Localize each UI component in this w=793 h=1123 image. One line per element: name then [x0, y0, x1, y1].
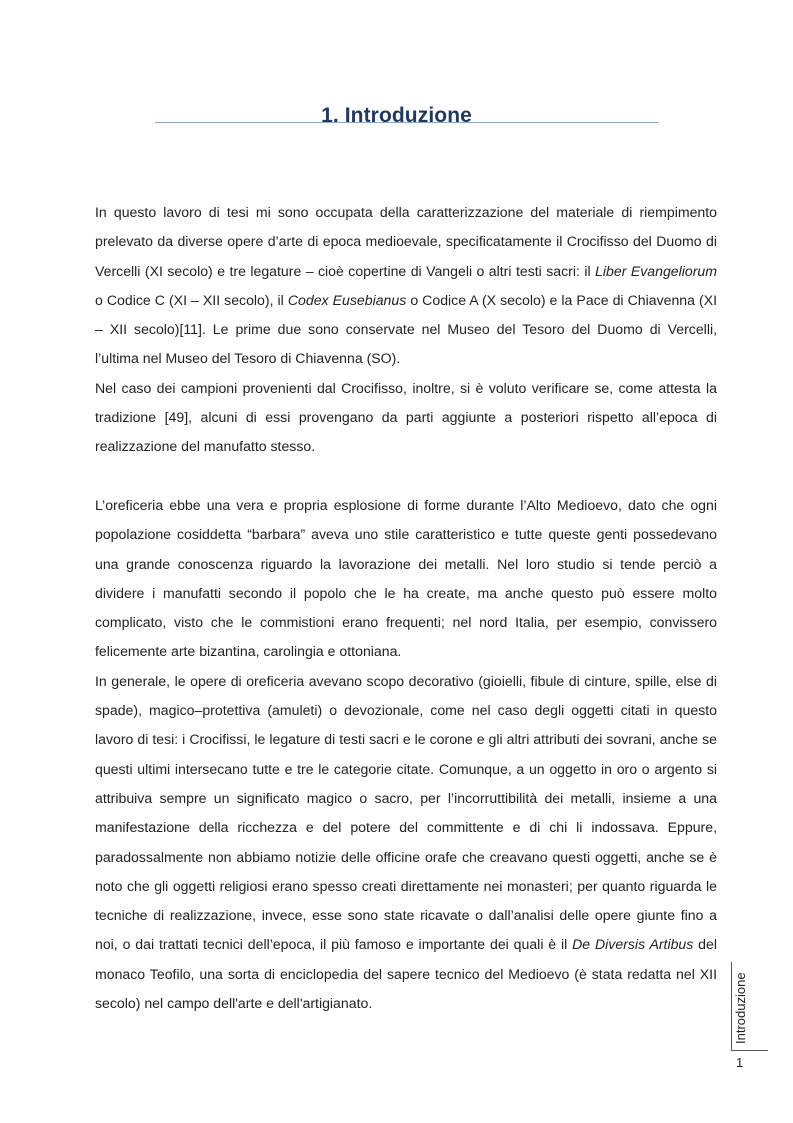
footer-vertical-rule	[731, 962, 732, 1050]
italic-title-liber: Liber Evangeliorum	[595, 262, 717, 279]
paragraph-1: In questo lavoro di tesi mi sono occupata della caratterizzazione del materiale di riempimento prelevato da diverse opere d’arte di epoca medioevale, specificatamente il Crocifisso del Duomo di Vercelli (XI secolo) e tre legature – cioè copertine di Vangeli o altri testi sacri: il Liber Evangeliorum o Codice C (XI – XII secolo), il Codex Eusebianus o Codice A (X secolo) e la Pace di Chiavenna (XI – XII secolo)[11]. Le prime due sono conservate nel Museo del Tesoro del Duomo di Vercelli, l’ultima nel Museo del Tesoro di Chiavenna (SO).	[95, 204, 718, 367]
paragraph-4: In generale, le opere di oreficeria avevano scopo decorativo (gioielli, fibule di cinture, spille, else di spade), magico–protettiva (amuleti) o devozionale, come nel caso degli oggetti citati in questo lavoro di tesi: i Crocifissi, le legature di testi sacri e le corone e gli altri attributi dei sovrani, anche se questi ultimi intersecano tutte e tre le categorie citate. Comunque, a un oggetto in oro o argento si attribuiva sempre un significato magico o sacro, per l’incorruttibilità dei metalli, insieme a una manifestazione della ricchezza e del potere del committente e di chi li indossava. Eppure, paradossalmente non abbiamo notizie delle officine orafe che creavano questi oggetti, anche se è noto che gli oggetti religiosi erano spesso creati direttamente nei monasteri; per quanto riguarda le tecniche di realizzazione, invece, esse sono state ricavate o dall’analisi delle opere giunte fino a noi, o dai trattati tecnici dell’epoca, il più famoso e importante dei quali è il De Diversis Artibus del monaco Teofilo, una sorta di enciclopedia del sapere tecnico del Medioevo (è stata redatta nel XII secolo) nel campo dell'arte e dell'artigianato.	[95, 672, 717, 1012]
page-title: 1. Introduzione	[321, 104, 472, 128]
italic-title-de-diversis: De Diversis Artibus	[572, 936, 694, 953]
page-number: 1	[736, 1055, 744, 1070]
paragraph-spacer	[95, 462, 717, 491]
paragraph-2: Nel caso dei campioni provenienti dal Crocifisso, inoltre, si è voluto verificare se, come attesta la tradizione [49], alcuni di essi provengano da parti aggiunte a posteriori rispetto all’epoca di realizzazione del manufatto stesso.	[95, 379, 717, 455]
section-label: Introduzione	[733, 972, 748, 1044]
footer-horizontal-rule	[731, 1050, 768, 1051]
paragraph-3: L’oreficeria ebbe una vera e propria esplosione di forme durante l’Alto Medioevo, dato che ogni popolazione cosiddetta “barbara” aveva uno stile caratteristico e tutte queste genti possedevano una grande conoscenza riguardo la lavorazione dei metalli. Nel loro studio si tende perciò a dividere i manufatti secondo il popolo che le ha create, ma anche questo può essere molto complicato, visto che le commistioni erano frequenti; nel nord Italia, per esempio, convissero felicemente arte bizantina, carolingia e ottoniana.	[95, 496, 717, 660]
title-underline	[155, 122, 658, 123]
body-text	[95, 198, 717, 1018]
italic-title-codex: Codex Eusebianus	[287, 291, 407, 308]
